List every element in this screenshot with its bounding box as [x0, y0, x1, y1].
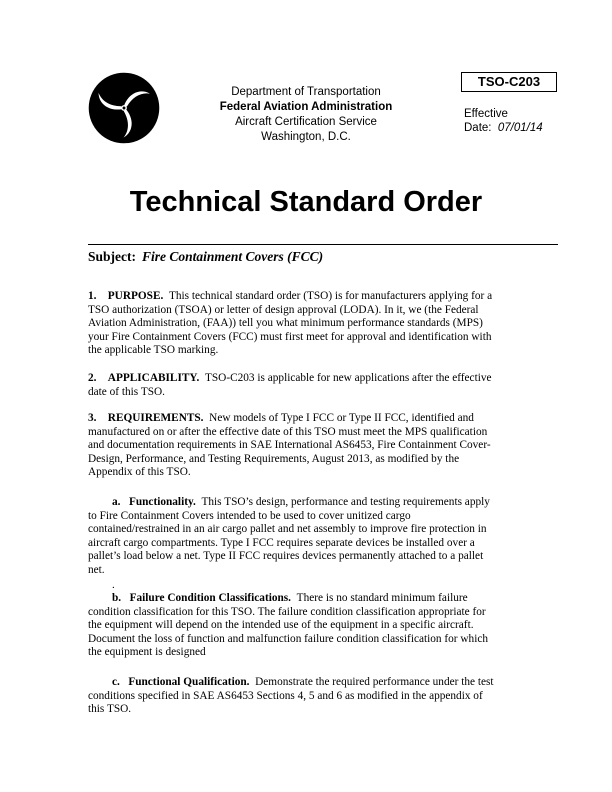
subject-label: Subject:: [88, 249, 136, 264]
paragraph-line: net.: [88, 563, 105, 576]
paragraph-text: TSO-C203 is applicable for new applications after the effective: [205, 372, 492, 384]
title-divider: [88, 244, 558, 245]
subsection-heading: Functional Qualification.: [128, 676, 250, 688]
section-number: 2.: [88, 372, 97, 384]
paragraph-text: This TSO’s design, performance and testing requirements apply: [201, 496, 490, 508]
section-applicability: [88, 372, 558, 399]
dot-logo-icon: [88, 72, 160, 144]
paragraph-line: Aviation Administration, (FAA)) tell you what minimum performance standards (MPS): [88, 317, 483, 330]
section-number: 1.: [88, 290, 97, 302]
paragraph-line: [88, 290, 558, 304]
administration-name: Federal Aviation Administration: [219, 101, 393, 113]
paragraph-line: Document the loss of function and malfunction failure condition classification for which: [88, 632, 488, 645]
location: Washington, D.C.: [261, 131, 351, 143]
section-heading: PURPOSE.: [107, 290, 164, 302]
paragraph-line: pallet’s load below a net. Type II FCC requires devices permanently attached to a pallet: [88, 550, 484, 563]
paragraph-line: the equipment is designed: [88, 646, 206, 659]
paragraph-line: [88, 496, 558, 510]
subsection-letter: b.: [112, 592, 122, 604]
paragraph-line: to Fire Containment Covers intended to be used to cover unitized cargo: [88, 509, 411, 522]
paragraph-line: [88, 592, 558, 606]
paragraph-line: the applicable TSO marking.: [88, 344, 219, 357]
subsection-failure-condition: [88, 592, 558, 660]
paragraph-line: Design, Performance, and Testing Requirements, August 2013, as modified by the: [88, 452, 460, 465]
paragraph-line: Appendix of this TSO.: [88, 466, 191, 479]
date-value: 07/01/14: [497, 122, 543, 134]
effective-label: Effective: [464, 108, 508, 120]
paragraph-line: conditions specified in SAE AS6453 Sections 4, 5 and 6 as modified in the appendix of: [88, 689, 483, 702]
effective-date-block: [464, 107, 543, 135]
tso-number-box: TSO-C203: [461, 72, 557, 92]
stray-mark: .: [112, 579, 115, 591]
paragraph-text: Demonstrate the required performance under the test: [255, 676, 494, 688]
subject-line: [88, 248, 323, 266]
paragraph-line: TSO authorization (TSOA) or letter of design approval (LODA). In it, we (the Federal: [88, 303, 479, 316]
paragraph-line: this TSO.: [88, 703, 132, 716]
paragraph-text: There is no standard minimum failure: [296, 592, 468, 604]
paragraph-text: New models of Type I FCC or Type II FCC, identified and: [209, 412, 474, 424]
department-name: Department of Transportation: [231, 86, 381, 98]
subsection-functional-qualification: [88, 676, 558, 717]
paragraph-line: your Fire Containment Covers (FCC) must first meet for approval and identification with: [88, 330, 492, 343]
subject-value: Fire Containment Covers (FCC): [142, 249, 324, 264]
section-purpose: [88, 290, 558, 358]
paragraph-line: [88, 412, 558, 426]
date-label: Date:: [464, 122, 492, 134]
paragraph-line: aircraft cargo compartments. Type I FCC requires separate devices be installed over a: [88, 536, 475, 549]
paragraph-line: manufactured on or after the effective date of this TSO must meet the MPS qualification: [88, 425, 488, 438]
section-heading: APPLICABILITY.: [107, 372, 200, 384]
paragraph-line: the equipment will depend on the intended use of the equipment in a specific aircraft.: [88, 619, 474, 632]
section-number: 3.: [88, 412, 97, 424]
paragraph-line: condition classification for this TSO. The failure condition classification appropriate for: [88, 605, 486, 618]
subsection-letter: a.: [112, 496, 121, 508]
paragraph-line: [88, 676, 558, 690]
paragraph-text: This technical standard order (TSO) is for manufacturers applying for a: [168, 290, 493, 302]
subsection-heading: Functionality.: [128, 496, 196, 508]
agency-block: [200, 85, 412, 145]
paragraph-line: and documentation requirements in SAE International AS6453, Fire Containment Cover-: [88, 439, 491, 452]
subsection-letter: c.: [112, 676, 120, 688]
subsection-heading: Failure Condition Classifications.: [129, 592, 292, 604]
section-requirements: [88, 412, 558, 480]
subsection-functionality: [88, 496, 558, 578]
page-title: Technical Standard Order: [129, 186, 483, 218]
paragraph-line: date of this TSO.: [88, 385, 165, 398]
section-heading: REQUIREMENTS.: [107, 412, 204, 424]
service-name: Aircraft Certification Service: [235, 116, 377, 128]
paragraph-line: contained/restrained in an air cargo pallet and net assembly to improve fire protection in: [88, 523, 487, 536]
date-row: [464, 121, 543, 135]
paragraph-line: [88, 372, 558, 386]
